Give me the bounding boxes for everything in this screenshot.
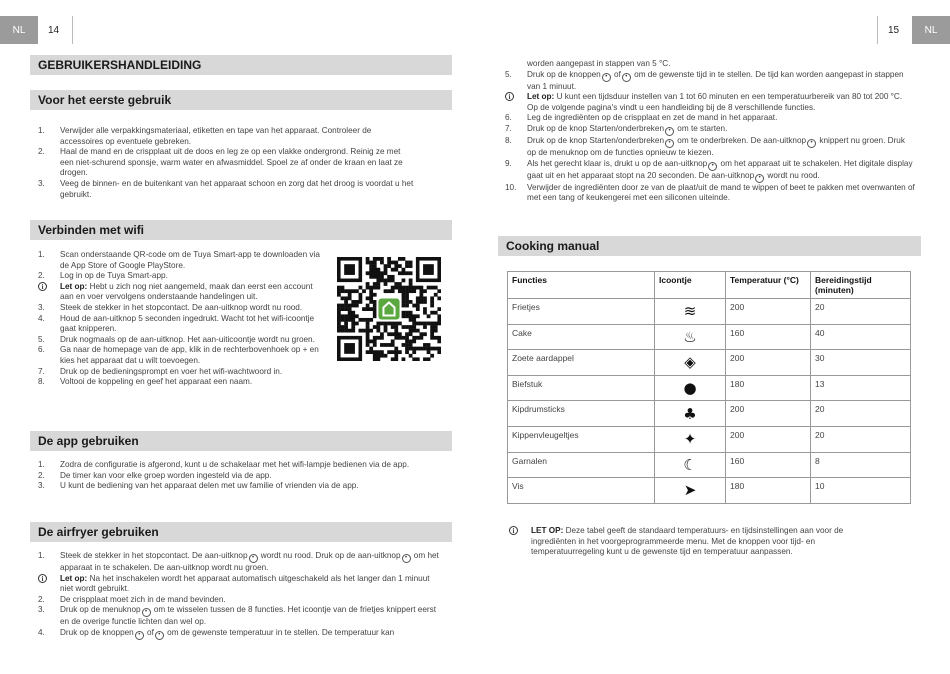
airfryer-list-continued bbox=[505, 59, 915, 204]
language-tab-right bbox=[912, 16, 950, 44]
fries-icon: ≋ bbox=[683, 302, 697, 321]
item-text: Ga naar de homepage van de app, klik in de rechterbovenhoek op + en kies het apparaat dat u wilt toevoegen. bbox=[60, 345, 319, 365]
item-text: Steek de stekker in het stopcontact. De aan-uitknop wordt nu rood. bbox=[60, 302, 303, 312]
list-item bbox=[38, 126, 414, 147]
item-number: 10. bbox=[505, 182, 517, 192]
list-item bbox=[38, 605, 440, 628]
button-glyph-icon: • bbox=[155, 631, 164, 640]
temperature-cell: 200 bbox=[726, 350, 811, 376]
item-text: Houd de aan-uitknop 5 seconden ingedrukt. Wacht tot het wifi-icoontje gaat knipperen. bbox=[60, 313, 315, 334]
list-item bbox=[38, 314, 324, 335]
button-glyph-icon: • bbox=[807, 139, 816, 148]
manual-title: GEBRUIKERSHANDLEIDING bbox=[38, 58, 202, 72]
list-item bbox=[38, 377, 324, 388]
item-number: 3. bbox=[38, 481, 45, 491]
table-row bbox=[508, 350, 911, 376]
button-glyph-icon: • bbox=[665, 139, 674, 148]
item-text: of bbox=[611, 69, 621, 79]
item-text: Verwijder alle verpakkingsmateriaal, etiketten en tape van het apparaat. Controleer de accessoires op eventuele gebreken. bbox=[60, 126, 372, 146]
info-icon: i bbox=[509, 526, 518, 535]
button-glyph-icon: • bbox=[665, 127, 674, 136]
icon-cell bbox=[655, 324, 726, 350]
item-number: 2. bbox=[38, 470, 45, 480]
item-text: Druk nogmaals op de aan-uitknop. Het aan-uiticoontje wordt nu groen. bbox=[60, 334, 315, 344]
item-number: 4. bbox=[38, 627, 45, 637]
cooking-heading: Cooking manual bbox=[506, 239, 600, 253]
list-item bbox=[38, 551, 440, 574]
item-text: Leg de ingrediënten op de crispplaat en zet de mand in het apparaat. bbox=[527, 113, 778, 123]
item-text: Hebt u zich nog niet aangemeld, maak dan eerst een account aan en voer vervolgens onderstaande handelingen uit. bbox=[60, 281, 313, 302]
wifi-list bbox=[38, 250, 324, 388]
list-item bbox=[505, 113, 915, 124]
item-text: Druk op de knoppen bbox=[527, 69, 601, 79]
list-item bbox=[505, 92, 915, 113]
item-text: om de gewenste tijd in te stellen. De tijd kan worden aangepast in stappen van 1 minuut. bbox=[527, 69, 904, 91]
sweet-potato-icon: ◈ bbox=[684, 353, 696, 372]
item-text: Voltooi de koppeling en geef het apparaat een naam. bbox=[60, 377, 253, 387]
divider bbox=[877, 16, 878, 44]
icon-cell bbox=[655, 375, 726, 401]
info-icon: i bbox=[505, 92, 514, 101]
item-number: 2. bbox=[38, 594, 45, 604]
time-cell: 13 bbox=[811, 375, 911, 401]
list-item bbox=[38, 471, 430, 482]
list-item bbox=[505, 59, 915, 70]
item-text: Haal de mand en de crispplaat uit de doos en leg ze op een vlakke ondergrond. Reinig ze met een niet-schurend sponsje, warm water en afwasmiddel. Spoel ze af onder de kraan en laat ze drogen. bbox=[60, 147, 403, 178]
list-item bbox=[38, 282, 324, 303]
item-number: 1. bbox=[38, 460, 45, 469]
cooking-heading-bar bbox=[498, 236, 921, 256]
item-text: om het apparaat in te schakelen. De aan-uitknop wordt nu groen. bbox=[60, 551, 439, 572]
button-glyph-icon: • bbox=[135, 631, 144, 640]
item-text: Druk op de knop Starten/onderbreken bbox=[527, 123, 665, 133]
item-number: 5. bbox=[505, 69, 512, 79]
temperature-cell: 180 bbox=[726, 478, 811, 504]
info-icon: i bbox=[38, 574, 47, 583]
time-cell: 20 bbox=[811, 426, 911, 452]
note-label: Let op: bbox=[527, 92, 555, 102]
item-text: knippert nu groen. Druk op de menuknop om de functies opnieuw te kiezen. bbox=[527, 135, 905, 157]
list-item bbox=[38, 481, 430, 492]
item-number: 8. bbox=[505, 135, 512, 145]
cake-icon: ♨ bbox=[683, 327, 697, 346]
item-text: Steek de stekker in het stopcontact. De aan-uitknop bbox=[60, 551, 248, 560]
function-cell: Kipdrumsticks bbox=[508, 401, 655, 427]
time-cell: 40 bbox=[811, 324, 911, 350]
function-cell: Garnalen bbox=[508, 452, 655, 478]
button-glyph-icon: • bbox=[402, 554, 411, 563]
item-text: De timer kan voor elke groep worden ingesteld via de app. bbox=[60, 470, 272, 480]
icon-cell bbox=[655, 299, 726, 325]
table-row bbox=[508, 324, 911, 350]
button-glyph-icon: • bbox=[249, 554, 258, 563]
table-row bbox=[508, 375, 911, 401]
column-header: Functies bbox=[508, 272, 655, 299]
item-number: 4. bbox=[38, 313, 45, 323]
item-text: U kunt de bediening van het apparaat delen met uw familie of vrienden via de app. bbox=[60, 481, 359, 491]
item-number: 7. bbox=[505, 123, 512, 133]
item-number: 1. bbox=[38, 551, 45, 560]
icon-cell bbox=[655, 401, 726, 427]
item-number: 2. bbox=[38, 147, 45, 157]
icon-cell bbox=[655, 426, 726, 452]
chicken-wing-icon: ✦ bbox=[683, 430, 697, 449]
function-cell: Biefstuk bbox=[508, 375, 655, 401]
item-text: Log in op de Tuya Smart-app. bbox=[60, 271, 168, 281]
item-number: 5. bbox=[38, 334, 45, 344]
item-number: 2. bbox=[38, 271, 45, 281]
time-cell: 30 bbox=[811, 350, 911, 376]
item-text: om het apparaat uit te schakelen. Het digitale display gaat uit en het apparaat stopt na 20 seconden. De aan-uitknop bbox=[527, 158, 913, 180]
button-glyph-icon: • bbox=[142, 608, 151, 617]
table-row bbox=[508, 299, 911, 325]
steak-icon: ● bbox=[683, 379, 697, 398]
function-cell: Vis bbox=[508, 478, 655, 504]
function-cell: Frietjes bbox=[508, 299, 655, 325]
item-number: 7. bbox=[38, 366, 45, 376]
item-text: Zodra de configuratie is afgerond, kunt u de schakelaar met het wifi-lampje bedienen via de app. bbox=[60, 460, 410, 469]
cooking-table bbox=[507, 271, 911, 504]
item-number: 1. bbox=[38, 126, 45, 135]
function-cell: Kippenvleugeltjes bbox=[508, 426, 655, 452]
note-text: Deze tabel geeft de standaard temperatuurs- en tijdsinstellingen aan voor de ingrediënten in het voorgeprogrammeerde menu. Met de knoppen voor tijd- en temperatuurregeling kunt u de gewenste tijd en temperatuur aanpassen. bbox=[531, 526, 844, 557]
first-use-list bbox=[38, 126, 414, 200]
list-item bbox=[38, 271, 324, 282]
divider bbox=[72, 16, 73, 44]
page-number-right bbox=[888, 16, 899, 44]
list-item bbox=[505, 159, 915, 183]
time-cell: 20 bbox=[811, 401, 911, 427]
list-item bbox=[505, 183, 915, 204]
temperature-cell: 180 bbox=[726, 375, 811, 401]
shrimp-icon: ☾ bbox=[683, 455, 697, 474]
item-text: wordt nu rood. bbox=[765, 170, 820, 180]
list-item bbox=[505, 136, 915, 159]
list-item bbox=[38, 460, 430, 471]
app-heading-bar bbox=[30, 431, 452, 451]
item-text: om te starten. bbox=[675, 123, 728, 133]
list-item bbox=[38, 179, 414, 200]
note-label: Let op: bbox=[60, 281, 88, 291]
temperature-cell: 200 bbox=[726, 299, 811, 325]
column-header: Icoontje bbox=[655, 272, 726, 299]
list-item bbox=[38, 628, 440, 640]
list-item bbox=[38, 574, 440, 595]
icon-cell bbox=[655, 350, 726, 376]
item-text: Verwijder de ingrediënten door ze van de plaat/uit de mand te wippen of beet te pakken met ovenwanten of met een tang of keukengerei met een siliconen uiteinde. bbox=[527, 182, 915, 203]
list-item bbox=[505, 124, 915, 136]
temperature-cell: 160 bbox=[726, 324, 811, 350]
button-glyph-icon: • bbox=[755, 174, 764, 183]
item-text: U kunt een tijdsduur instellen van 1 tot 60 minuten en een temperatuurbereik van 80 tot 200 °C. Op de volgende pagina's vindt u een handleiding bij de 8 verschillende functies. bbox=[527, 92, 903, 112]
function-cell: Cake bbox=[508, 324, 655, 350]
list-item bbox=[38, 345, 324, 366]
item-number: 3. bbox=[38, 178, 45, 188]
temperature-cell: 200 bbox=[726, 401, 811, 427]
item-number: 9. bbox=[505, 158, 512, 168]
table-header-row bbox=[508, 272, 911, 299]
first-use-heading: Voor het eerste gebruik bbox=[38, 93, 172, 107]
list-item bbox=[38, 367, 324, 378]
list-item bbox=[505, 70, 915, 93]
item-text: Druk op de knoppen bbox=[60, 627, 134, 637]
fish-icon: ➤ bbox=[683, 481, 697, 500]
item-number: 3. bbox=[38, 605, 45, 615]
page-number-left bbox=[48, 16, 59, 44]
item-number bbox=[505, 59, 527, 70]
item-text: Scan onderstaande QR-code om de Tuya Smart-app te downloaden via de App Store of Google PlayStore. bbox=[60, 250, 320, 270]
first-use-heading-bar bbox=[30, 90, 452, 110]
table-row bbox=[508, 401, 911, 427]
item-text: worden aangepast in stappen van 5 °C. bbox=[527, 59, 671, 68]
column-header: Bereidingstijd (minuten) bbox=[811, 272, 911, 299]
button-glyph-icon: • bbox=[708, 162, 717, 171]
app-heading: De app gebruiken bbox=[38, 434, 139, 448]
item-text: om de gewenste temperatuur in te stellen. De temperatuur kan bbox=[164, 627, 395, 637]
item-text: Druk op de bedieningsprompt en voer het wifi-wachtwoord in. bbox=[60, 366, 283, 376]
info-icon: i bbox=[38, 282, 47, 291]
airfryer-list bbox=[38, 551, 440, 640]
button-glyph-icon: • bbox=[602, 73, 611, 82]
item-number: 8. bbox=[38, 377, 45, 387]
table-row bbox=[508, 478, 911, 504]
language-label: NL bbox=[12, 24, 26, 36]
button-glyph-icon: • bbox=[622, 73, 631, 82]
wifi-heading: Verbinden met wifi bbox=[38, 223, 145, 237]
time-cell: 10 bbox=[811, 478, 911, 504]
item-text: om te wisselen tussen de 8 functies. Het icoontje van de frietjes knippert eerst en de overige functie lichten dan wel op. bbox=[60, 605, 436, 627]
note-label: LET OP: bbox=[531, 526, 564, 535]
note-label: Let op: bbox=[60, 573, 88, 583]
time-cell: 8 bbox=[811, 452, 911, 478]
item-text: Na het inschakelen wordt het apparaat automatisch uitgeschakeld als het langer dan 1 minuut niet wordt gebruikt. bbox=[60, 573, 430, 594]
list-item bbox=[38, 303, 324, 314]
drumstick-icon: ♣ bbox=[683, 404, 697, 423]
item-text: wordt nu rood. Druk op de aan-uitknop bbox=[258, 551, 401, 560]
icon-cell bbox=[655, 478, 726, 504]
list-item bbox=[38, 335, 324, 346]
list-item bbox=[38, 147, 414, 179]
airfryer-heading-bar bbox=[30, 522, 452, 542]
note bbox=[509, 526, 869, 558]
temperature-cell: 160 bbox=[726, 452, 811, 478]
icon-cell bbox=[655, 452, 726, 478]
wifi-heading-bar bbox=[30, 220, 452, 240]
table-row bbox=[508, 452, 911, 478]
item-number: 6. bbox=[505, 113, 512, 123]
page-number: 14 bbox=[48, 24, 60, 36]
list-item bbox=[38, 250, 324, 271]
item-text: De crispplaat moet zich in de mand bevinden. bbox=[60, 594, 226, 604]
item-text: Als het gerecht klaar is, drukt u op de aan-uitknop bbox=[527, 158, 708, 168]
table-row bbox=[508, 426, 911, 452]
function-cell: Zoete aardappel bbox=[508, 350, 655, 376]
list-item bbox=[38, 595, 440, 606]
qr-code[interactable] bbox=[337, 257, 441, 361]
language-tab-left bbox=[0, 16, 38, 44]
item-number: 1. bbox=[38, 250, 45, 259]
airfryer-heading: De airfryer gebruiken bbox=[38, 525, 159, 539]
item-number: 6. bbox=[38, 345, 45, 355]
item-text: Druk op de knop Starten/onderbreken bbox=[527, 135, 665, 145]
temperature-cell: 200 bbox=[726, 426, 811, 452]
column-header: Temperatuur (°C) bbox=[726, 272, 811, 299]
app-list bbox=[38, 460, 430, 492]
item-text: of bbox=[144, 627, 154, 637]
page-number: 15 bbox=[888, 24, 900, 36]
item-text: om te onderbreken. De aan-uitknop bbox=[675, 135, 807, 145]
item-number: 3. bbox=[38, 302, 45, 312]
manual-title-bar bbox=[30, 55, 452, 75]
item-text: Veeg de binnen- en de buitenkant van het apparaat schoon en zorg dat het droog is voordat u het gebruikt. bbox=[60, 178, 414, 199]
time-cell: 20 bbox=[811, 299, 911, 325]
language-label: NL bbox=[924, 24, 938, 36]
item-text: Druk op de menuknop bbox=[60, 605, 141, 615]
